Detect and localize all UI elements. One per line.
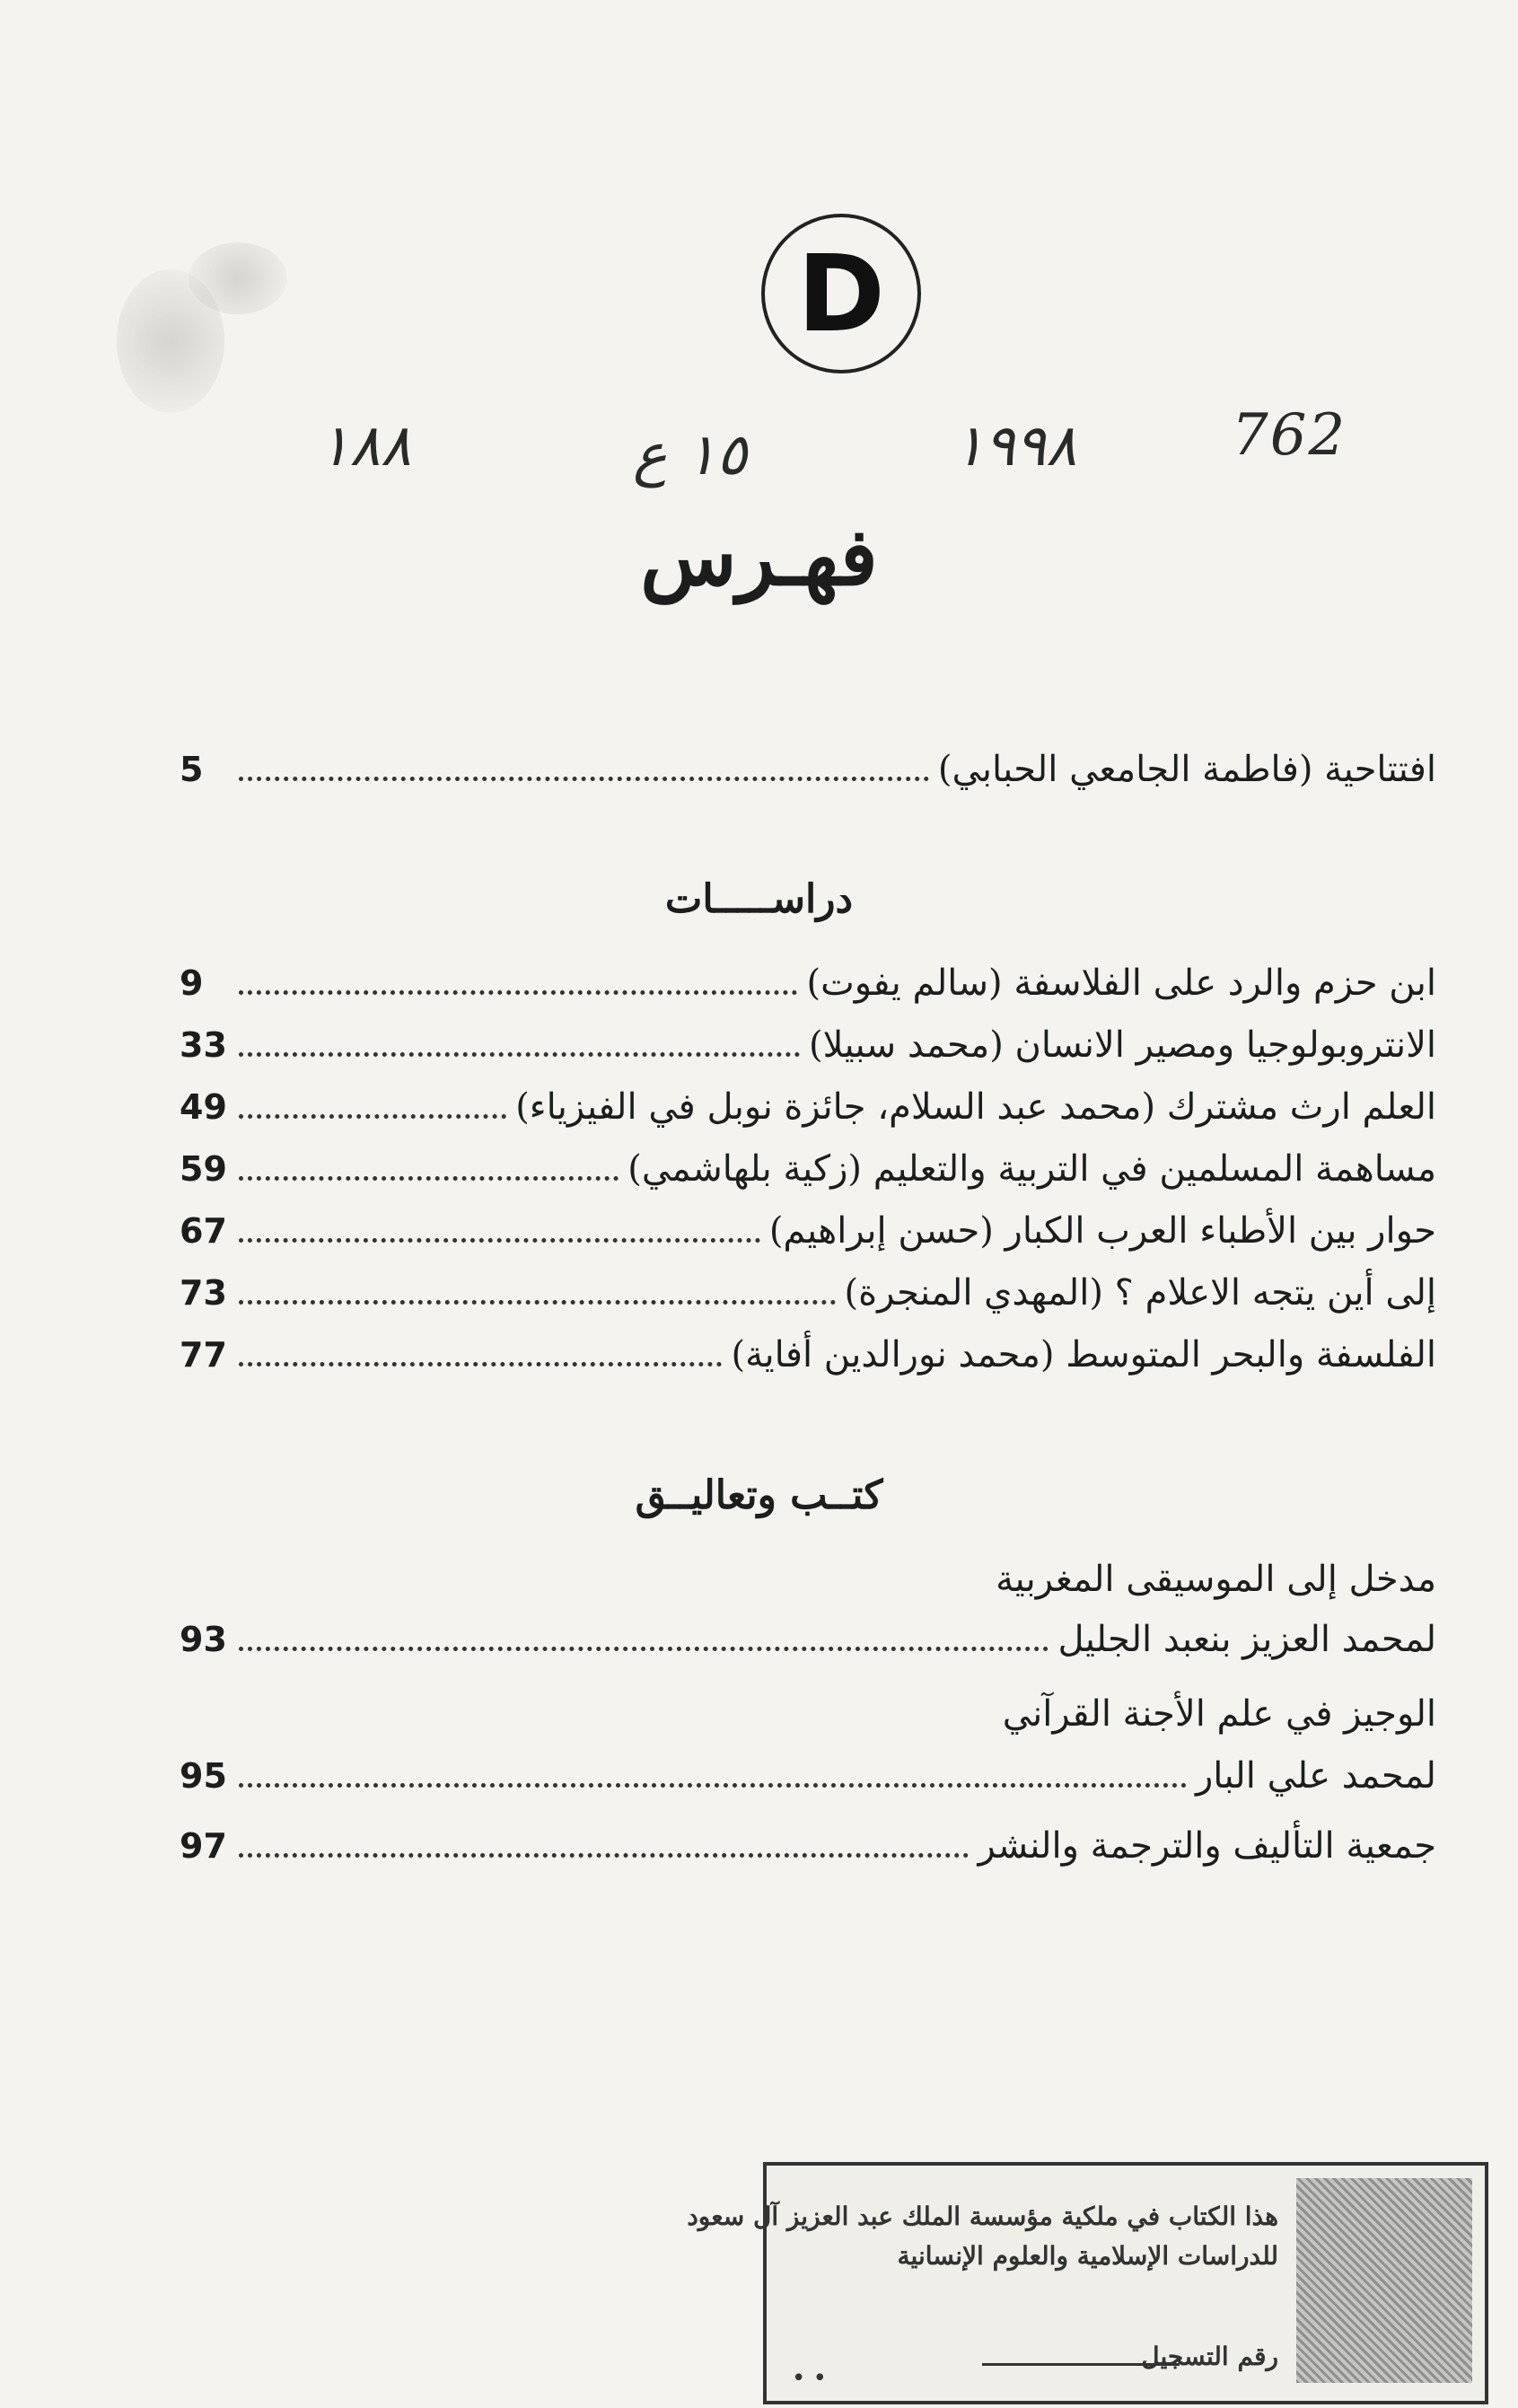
entry-text: لمحمد العزيز بنعبد الجليل xyxy=(1057,1619,1436,1660)
page-number: 49 xyxy=(180,1087,227,1127)
entry-text: الانتروبولوجيا ومصير الانسان (محمد سبيلا) xyxy=(809,1024,1436,1066)
stamp-line: هذا الكتاب في ملكية مؤسسة الملك عبد العزيز آل سعود xyxy=(687,2201,1278,2231)
toc-entry xyxy=(180,1825,1436,1879)
page-number: 73 xyxy=(180,1273,227,1313)
toc-entry xyxy=(180,1334,1436,1388)
entry-text: العلم ارث مشترك (محمد عبد السلام، جائزة نوبل في الفيزياء) xyxy=(515,1086,1436,1128)
entry-text: مساهمة المسلمين في التربية والتعليم (زكية بلهاشمي) xyxy=(627,1148,1436,1190)
dot-leader xyxy=(239,777,929,781)
page-number: 59 xyxy=(180,1149,227,1189)
dot-leader xyxy=(239,1783,1187,1788)
page-number: 33 xyxy=(180,1025,227,1065)
page-number: 9 xyxy=(180,963,204,1003)
dot-leader xyxy=(239,1238,760,1243)
toc-entry xyxy=(180,1210,1436,1264)
entry-text: جمعية التأليف والترجمة والنشر xyxy=(978,1825,1436,1867)
page-number: 97 xyxy=(180,1826,227,1866)
entry-text: إلى أين يتجه الاعلام ؟ (المهدي المنجرة) xyxy=(844,1272,1436,1314)
entry-text: لمحمد علي البار xyxy=(1195,1755,1436,1797)
stamp-emblem xyxy=(1296,2178,1472,2383)
handwritten-code: 762 xyxy=(1232,402,1347,469)
stamp-dots: • • xyxy=(792,2365,827,2392)
toc-entry xyxy=(180,1024,1436,1078)
toc-entry xyxy=(180,1272,1436,1326)
page-number: 93 xyxy=(180,1620,227,1659)
toc-entry xyxy=(180,1619,1436,1673)
entry-text: ابن حزم والرد على الفلاسفة (سالم يفوت) xyxy=(806,962,1436,1004)
handwritten-number: ١٥ ع xyxy=(633,422,748,488)
page-number: 5 xyxy=(180,750,204,789)
dot-leader xyxy=(239,1052,800,1057)
entry-text: حوار بين الأطباء العرب الكبار (حسن إبراهيم) xyxy=(768,1210,1436,1252)
book-title: الوجيز في علم الأجنة القرآني xyxy=(1002,1693,1436,1735)
handwritten-number: ١٨٨ xyxy=(319,413,412,479)
dot-leader xyxy=(239,1853,969,1858)
toc-entry xyxy=(180,1755,1436,1809)
dot-leader xyxy=(239,1647,1049,1651)
section-heading: كتــب وتعاليــق xyxy=(635,1472,883,1518)
dot-leader xyxy=(239,990,797,995)
toc-entry xyxy=(180,749,1436,803)
handwritten-year: ١٩٩٨ xyxy=(953,413,1077,479)
scan-smudge xyxy=(189,242,287,314)
dot-leader xyxy=(239,1114,506,1119)
d-stamp-logo: D xyxy=(761,214,921,374)
section-heading: دراســـــات xyxy=(664,876,854,922)
page-title: فهـرس xyxy=(640,510,878,603)
page-number: 67 xyxy=(180,1211,227,1251)
entry-text: الفلسفة والبحر المتوسط (محمد نورالدين أفاية) xyxy=(731,1334,1436,1375)
page-number: 95 xyxy=(180,1756,227,1796)
library-stamp xyxy=(687,2162,1488,2404)
dot-leader xyxy=(239,1362,722,1367)
toc-entry xyxy=(180,962,1436,1016)
book-title: مدخل إلى الموسيقى المغربية xyxy=(996,1559,1436,1600)
dot-leader xyxy=(239,1300,836,1305)
toc-entry xyxy=(180,1148,1436,1202)
stamp-line: رقم التسجيل xyxy=(1141,2342,1278,2371)
toc-entry xyxy=(180,1086,1436,1140)
dot-leader xyxy=(239,1176,619,1181)
stamp-line: للدراسات الإسلامية والعلوم الإنسانية xyxy=(897,2241,1278,2271)
entry-text: افتتاحية (فاطمة الجامعي الحبابي) xyxy=(937,749,1436,790)
signature-line xyxy=(982,2363,1180,2366)
page-number: 77 xyxy=(180,1335,227,1375)
